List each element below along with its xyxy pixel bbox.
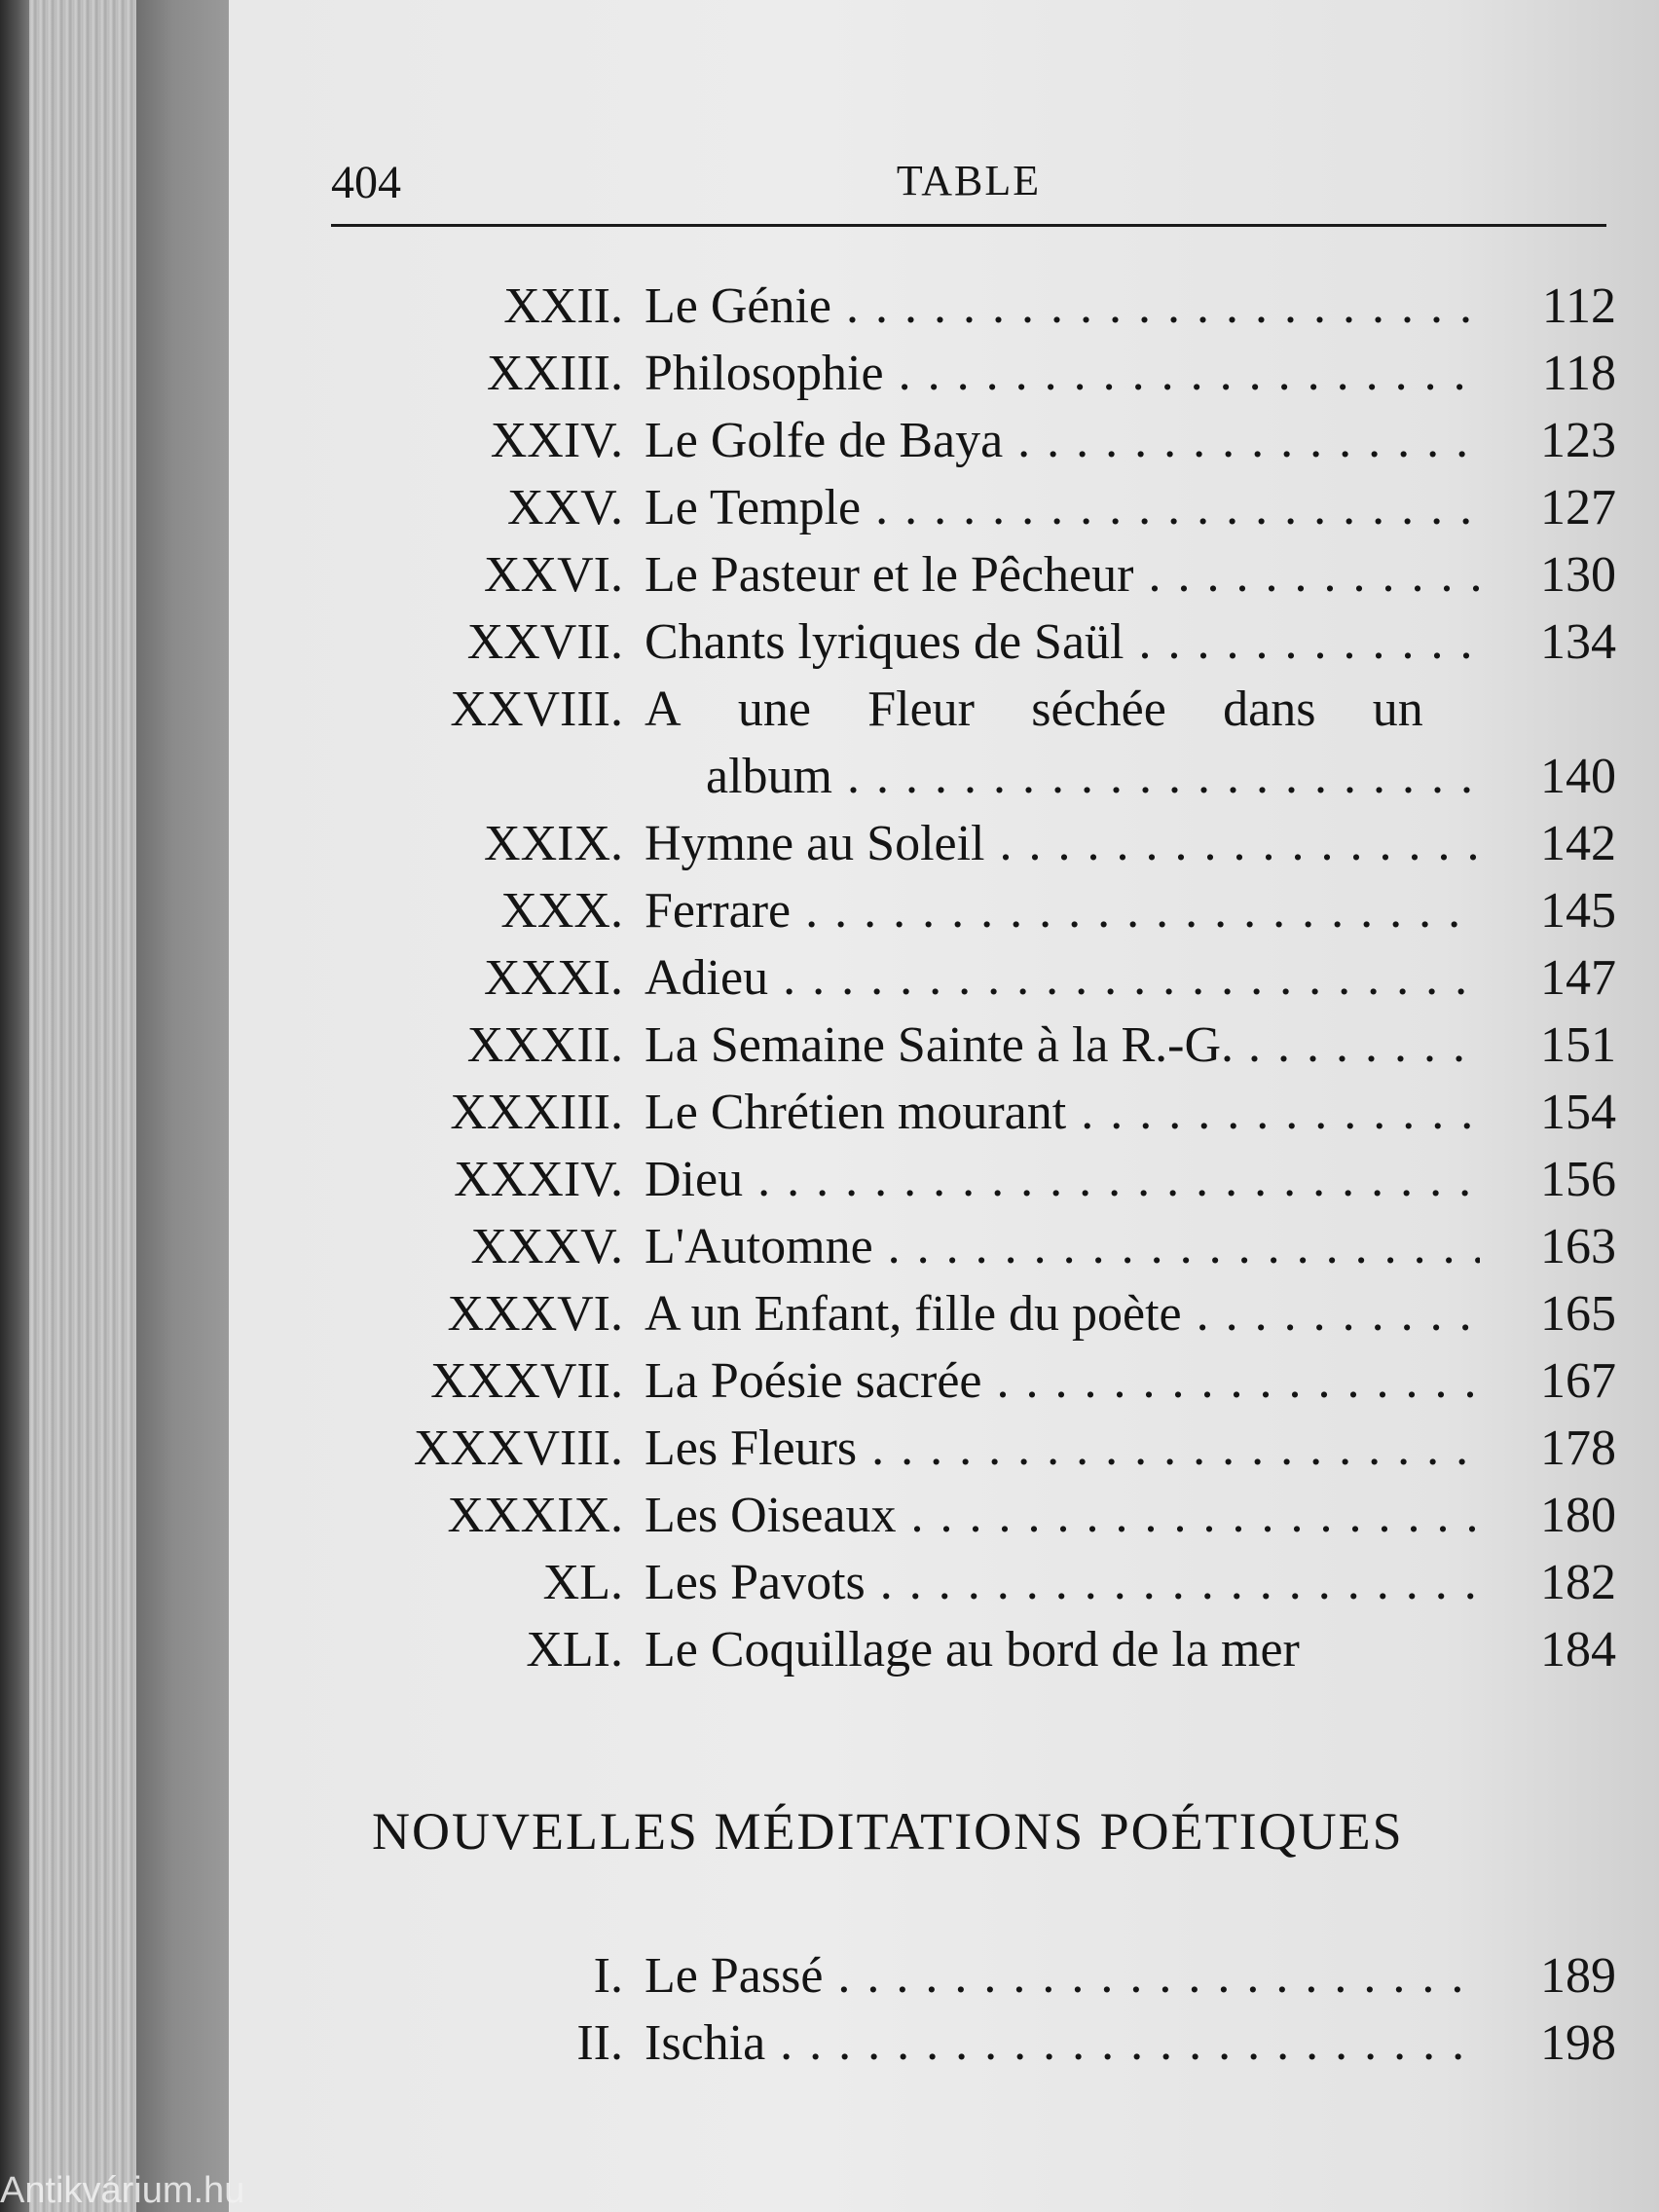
entry-title: Les Oiseaux . . . bbox=[645, 1482, 1480, 1549]
entry-page: 145 bbox=[1540, 883, 1616, 939]
entry-title: Adieu . . . bbox=[645, 944, 1480, 1012]
entry-page: 130 bbox=[1540, 547, 1616, 603]
entry-title: Le Passé . . . bbox=[645, 1942, 1480, 2009]
entry-number: XXXV. bbox=[470, 1219, 623, 1274]
entry-number: XL. bbox=[542, 1555, 623, 1610]
entry-page: 154 bbox=[1540, 1085, 1616, 1140]
entry-title: Ferrare . . . bbox=[645, 877, 1480, 944]
entry-page: 163 bbox=[1540, 1219, 1616, 1274]
entry-page: 142 bbox=[1540, 816, 1616, 871]
title-word: une bbox=[737, 682, 811, 737]
entry-title: La Poésie sacrée . . . bbox=[645, 1347, 1480, 1415]
toc-entry bbox=[331, 1213, 1616, 1280]
entry-page: 134 bbox=[1540, 614, 1616, 670]
entry-title: Les Fleurs . . . bbox=[645, 1415, 1480, 1482]
entry-page: 147 bbox=[1540, 950, 1616, 1006]
entry-number: XXXIV. bbox=[454, 1152, 623, 1207]
entry-title: Philosophie . . . bbox=[645, 340, 1480, 407]
toc-entry bbox=[331, 676, 1616, 743]
entry-number: XXVIII. bbox=[450, 682, 623, 737]
entry-page: 156 bbox=[1540, 1152, 1616, 1207]
section-heading: NOUVELLES MÉDITATIONS POÉTIQUES bbox=[372, 1802, 1404, 1861]
entry-page: 167 bbox=[1540, 1353, 1616, 1409]
entry-number: XLI. bbox=[526, 1622, 623, 1677]
entry-page: 178 bbox=[1540, 1420, 1616, 1476]
toc-entry bbox=[331, 1079, 1616, 1146]
entry-page: 189 bbox=[1540, 1948, 1616, 2004]
title-word: Fleur bbox=[867, 682, 975, 737]
entry-title: A un Enfant, fille du poète . . . bbox=[645, 1280, 1480, 1347]
toc-entry bbox=[331, 1942, 1616, 2009]
entry-title-line bbox=[645, 676, 1480, 743]
toc-entry bbox=[331, 340, 1616, 407]
toc-entry bbox=[331, 1482, 1616, 1549]
entry-page: 180 bbox=[1540, 1488, 1616, 1543]
toc-entry bbox=[331, 407, 1616, 474]
entry-number: XXXI. bbox=[484, 950, 623, 1006]
entry-title: Le Génie . . . bbox=[645, 273, 1480, 340]
toc-entry bbox=[331, 1415, 1616, 1482]
toc-entry bbox=[331, 944, 1616, 1012]
entry-page: 151 bbox=[1540, 1017, 1616, 1073]
entry-number: II. bbox=[576, 2015, 623, 2071]
book-edge bbox=[0, 0, 29, 2212]
section-table-of-contents bbox=[331, 1942, 1616, 2077]
entry-title: La Semaine Sainte à la R.-G. . . . bbox=[645, 1012, 1480, 1079]
entry-title: L'Automne . . . bbox=[645, 1213, 1480, 1280]
entry-number: XXIX. bbox=[484, 816, 623, 871]
toc-entry bbox=[331, 1280, 1616, 1347]
entry-page: 198 bbox=[1540, 2015, 1616, 2071]
entry-title: Ischia . . . bbox=[645, 2009, 1480, 2077]
toc-entry bbox=[331, 1347, 1616, 1415]
entry-number: XXV. bbox=[507, 480, 623, 535]
page-edges bbox=[29, 0, 136, 2212]
toc-entry bbox=[331, 2009, 1616, 2077]
entry-number: XXXVI. bbox=[447, 1286, 623, 1342]
entry-number: XXXIII. bbox=[450, 1085, 623, 1140]
toc-entry bbox=[331, 474, 1616, 541]
title-word: séchée bbox=[1031, 682, 1166, 737]
toc-entry bbox=[331, 810, 1616, 877]
toc-entry bbox=[331, 1012, 1616, 1079]
entry-title: Le Coquillage au bord de la mer bbox=[645, 1622, 1300, 1677]
entry-page: 182 bbox=[1540, 1555, 1616, 1610]
table-of-contents bbox=[331, 273, 1616, 1683]
toc-entry bbox=[331, 541, 1616, 608]
entry-number: XXXVIII. bbox=[413, 1420, 623, 1476]
title-word: A bbox=[645, 682, 682, 737]
entry-page: 112 bbox=[1541, 278, 1616, 334]
entry-title: Le Temple . . . bbox=[645, 474, 1480, 541]
entry-number: XXXII. bbox=[466, 1017, 623, 1073]
entry-page: 184 bbox=[1540, 1622, 1616, 1677]
page-header bbox=[331, 146, 1606, 227]
entry-page: 118 bbox=[1541, 346, 1616, 401]
toc-entry bbox=[331, 608, 1616, 676]
entry-title: Hymne au Soleil . . . bbox=[645, 810, 1480, 877]
entry-number: XXXVII. bbox=[430, 1353, 623, 1409]
entry-title: album . . . bbox=[706, 743, 1480, 810]
entry-title: Le Pasteur et le Pêcheur . . . bbox=[645, 541, 1480, 608]
toc-entry bbox=[331, 1616, 1616, 1683]
entry-number: XXII. bbox=[503, 278, 623, 334]
toc-entry-continuation bbox=[331, 743, 1616, 810]
page-number: 404 bbox=[331, 157, 401, 208]
entry-number: XXXIX. bbox=[447, 1488, 623, 1543]
watermark: Antikvárium.hu bbox=[0, 2170, 245, 2211]
gutter-shadow bbox=[136, 0, 229, 2212]
toc-entry bbox=[331, 877, 1616, 944]
entry-title: Le Chrétien mourant . . . bbox=[645, 1079, 1480, 1146]
toc-entry bbox=[331, 1549, 1616, 1616]
toc-entry bbox=[331, 1146, 1616, 1213]
entry-page: 140 bbox=[1540, 749, 1616, 804]
entry-page: 123 bbox=[1540, 413, 1616, 468]
entry-number: XXIII. bbox=[486, 346, 623, 401]
toc-entry bbox=[331, 273, 1616, 340]
title-word: dans bbox=[1223, 682, 1316, 737]
entry-number: XXVII. bbox=[466, 614, 623, 670]
entry-title: Le Golfe de Baya . . . bbox=[645, 407, 1480, 474]
entry-number: XXVI. bbox=[484, 547, 623, 603]
title-word: un bbox=[1372, 682, 1423, 737]
entry-number: I. bbox=[593, 1948, 623, 2004]
entry-number: XXX. bbox=[500, 883, 623, 939]
entry-page: 165 bbox=[1540, 1286, 1616, 1342]
running-title: TABLE bbox=[896, 157, 1042, 204]
entry-title: Dieu . . . bbox=[645, 1146, 1480, 1213]
entry-number: XXIV. bbox=[490, 413, 623, 468]
entry-title: Les Pavots . . . bbox=[645, 1549, 1480, 1616]
entry-page: 127 bbox=[1540, 480, 1616, 535]
entry-title: Chants lyriques de Saül . . . bbox=[645, 608, 1480, 676]
